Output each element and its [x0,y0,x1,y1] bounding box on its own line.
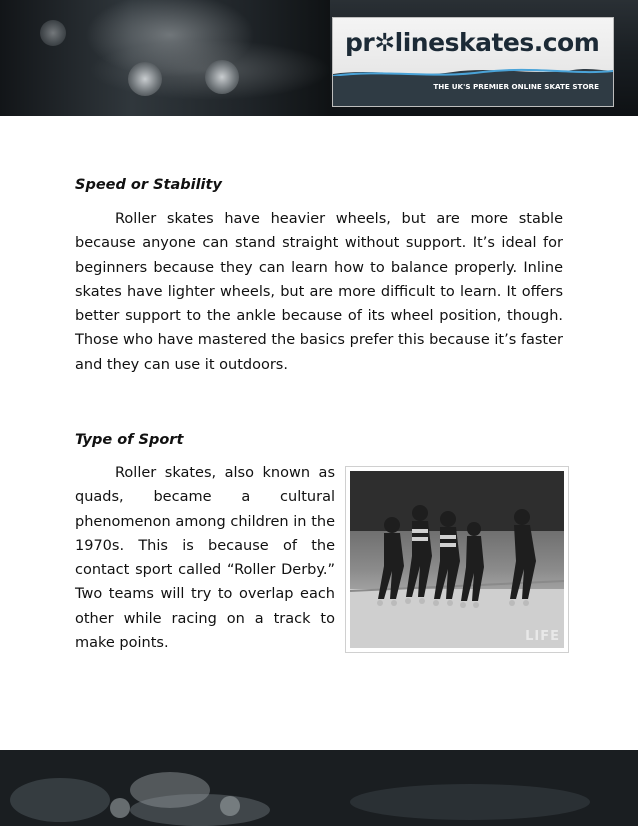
footer-banner [0,750,638,826]
skate-wheel [128,62,162,96]
skate-wheel [40,20,66,46]
roller-derby-photo-frame [345,466,569,653]
site-logo[interactable] [332,17,614,107]
section-paragraph-speed: Roller skates have heavier wheels, but are more stable because anyone can stand straight without support. It’s ideal for beginners because they can learn how to balance properly. Inline skates have lighter wheels, but are more difficult to learn. It offers better support to the ankle because of its wheel position, though. Those who have mastered the basics prefer this because it’s faster and they can use it outdoors. [75,211,563,373]
roller-derby-skaters-illustration [350,471,564,648]
photo-watermark: LIFE [525,629,560,644]
logo-tagline-bar [333,76,613,106]
logo-wordmark: pr✲lineskates.com [345,28,600,57]
section-paragraph-sport: Roller skates, also known as quads, became a cultural phenomenon among children in the 1970s. This is because of the contact sport called “Roller Derby.” Two teams will try to overlap each other while racing on a track to make points. [75,465,335,652]
header-banner [0,0,638,116]
logo-tagline: THE UK'S PREMIER ONLINE SKATE STORE [433,82,599,91]
section-heading-speed: Speed or Stability [75,177,222,193]
footer-skate-photo [0,750,638,826]
header-skate-photo [0,0,330,116]
skate-wheel [205,60,239,94]
section-heading-sport: Type of Sport [75,432,184,448]
roller-derby-photo [350,471,564,648]
